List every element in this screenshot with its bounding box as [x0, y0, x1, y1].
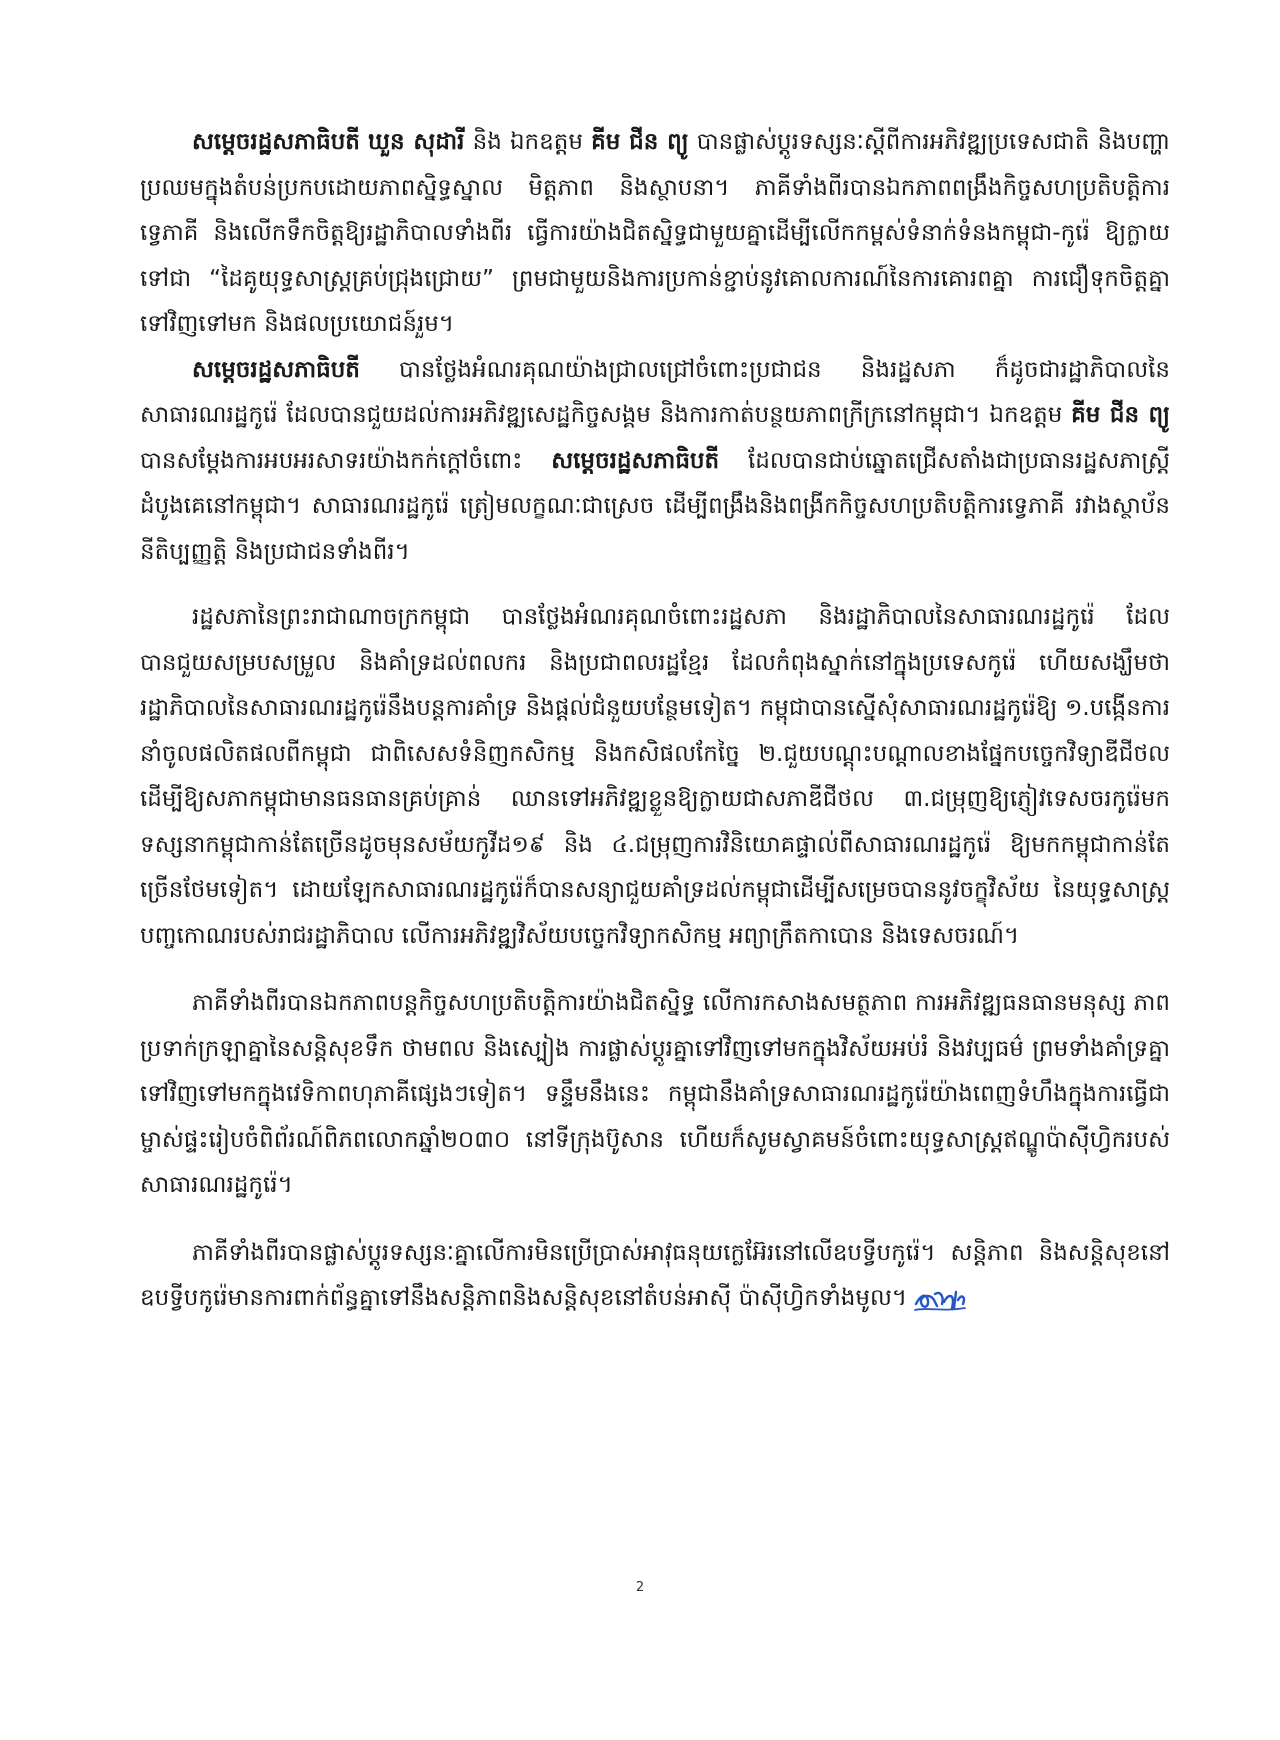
paragraph-5-text: ភាគីទាំងពីរបានផ្លាស់ប្តូរទស្សនៈគ្នាលើការមិនប្រើប្រាស់អាវុធនុយក្លេអ៊ែរនៅលើឧបទ្វីបកូរ៉េ។ សន្តិភាព និងសន្តិសុខនៅឧបទ្វីបកូរ៉េមានការពាក់ព័ន្ធគ្នាទៅនឹងសន្តិភាពនិងសន្តិសុខនៅតំបន់អាស៊ី ប៉ាស៊ីហ្វិកទាំងមូល។: [140, 1239, 1170, 1311]
paragraph-2-text-a: បានថ្លែងអំណរគុណយ៉ាងជ្រាលជ្រៅចំពោះប្រជាជន និងរដ្ឋសភា ក៏ដូចជារដ្ឋាភិបាលនៃសាធារណរដ្ឋកូរ៉េ ដែលបានជួយដល់ការអភិវឌ្ឍសេដ្ឋកិច្ចសង្គម និងការកាត់បន្ថយភាពក្រីក្រនៅកម្ពុជា។ ឯកឧត្តម: [140, 356, 1170, 428]
name-kim-jin-pyo: គីម ជីន ព្យូ: [1071, 402, 1170, 428]
paragraph-5: [140, 1231, 1170, 1322]
title-speaker: សម្តេចរដ្ឋសភាធិបតី: [192, 129, 360, 155]
paragraph-1: [140, 120, 1170, 348]
name-kim-jin-pyo: គីម ជីន ព្យូ: [591, 129, 689, 155]
title-speaker: សម្តេចរដ្ឋសភាធិបតី: [192, 356, 360, 383]
paragraph-2-text-b: បានសម្តែងការអបអរសាទរយ៉ាងកក់ក្តៅចំពោះ: [140, 447, 552, 474]
paragraph-4: ភាគីទាំងពីរបានឯកភាពបន្តកិច្ចសហប្រតិបត្តិការយ៉ាងជិតស្និទ្ធ លើការកសាងសមត្ថភាព ការអភិវឌ្ឍធនធានមនុស្ស ភាពប្រទាក់ក្រឡាគ្នានៃសន្តិសុខទឹក ថាមពល និងស្បៀង ការផ្លាស់ប្តូរគ្នាទៅវិញទៅមកក្នុងវិស័យអប់រំ និងវប្បធម៌ ព្រមទាំងគាំទ្រគ្នាទៅវិញទៅមកក្នុងវេទិកាពហុភាគីផ្សេងៗទៀត។ ទន្ទឹមនឹងនេះ កម្ពុជានឹងគាំទ្រសាធារណរដ្ឋកូរ៉េយ៉ាងពេញទំហឹងក្នុងការធ្វើជាម្ចាស់ផ្ទះរៀបចំពិព័រណ៍ពិភពលោកឆ្នាំ២០៣០ នៅទីក្រុងប៊ូសាន ហើយក៏សូមស្វាគមន៍ចំពោះយុទ្ធសាស្ត្រឥណ្ឌូប៉ាស៊ីហ្វិករបស់សាធារណរដ្ឋកូរ៉េ។: [140, 990, 1170, 1198]
paragraph-2-text-c: ដែលបានជាប់ឆ្នោតជ្រើសតាំងជាប្រធានរដ្ឋសភាស្ត្រីដំបូងគេនៅកម្ពុជា។ សាធារណរដ្ឋកូរ៉េ ត្រៀមលក្ខណៈជាស្រេច ដើម្បីពង្រឹងនិងពង្រីកកិច្ចសហប្រតិបត្តិការទ្វេភាគី រវាងស្ថាប័ននីតិប្បញ្ញត្តិ និងប្រជាជនទាំងពីរ។: [140, 447, 1170, 565]
initials-signature: [913, 1284, 969, 1314]
paragraph-1-joiner: និង ឯកឧត្តម: [464, 129, 592, 155]
page-number: 2: [635, 1580, 645, 1595]
paragraph-2: [140, 348, 1170, 576]
title-speaker: សម្តេចរដ្ឋសភាធិបតី: [551, 447, 720, 474]
document-body: [140, 120, 1170, 1322]
paragraph-3: រដ្ឋសភានៃព្រះរាជាណាចក្រកម្ពុជា បានថ្លែងអំណរគុណចំពោះរដ្ឋសភា និងរដ្ឋាភិបាលនៃសាធារណរដ្ឋកូរ៉េ ដែលបានជួយសម្របសម្រួល និងគាំទ្រដល់ពលករ និងប្រជាពលរដ្ឋខ្មែរ ដែលកំពុងស្នាក់នៅក្នុងប្រទេសកូរ៉េ ហើយសង្ឃឹមថា រដ្ឋាភិបាលនៃសាធារណរដ្ឋកូរ៉េនឹងបន្តការគាំទ្រ និងផ្តល់ជំនួយបន្ថែមទៀត។ កម្ពុជាបានស្នើសុំសាធារណរដ្ឋកូរ៉េឱ្យ ១.បង្កើនការនាំចូលផលិតផលពីកម្ពុជា ជាពិសេសទំនិញកសិកម្ម និងកសិផលកែច្នៃ ២.ជួយបណ្តុះបណ្តាលខាងផ្នែកបច្ចេកវិទ្យាឌីជីថល ដើម្បីឱ្យសភាកម្ពុជាមានធនធានគ្រប់គ្រាន់ ឈានទៅអភិវឌ្ឍខ្លួនឱ្យក្លាយជាសភាឌីជីថល ៣.ជម្រុញឱ្យភ្ញៀវទេសចរកូរ៉េមកទស្សនាកម្ពុជាកាន់តែច្រើនដូចមុនសម័យកូវីដ១៩ និង ៤.ជម្រុញការវិនិយោគផ្ទាល់ពីសាធារណរដ្ឋកូរ៉េ ឱ្យមកកម្ពុជាកាន់តែច្រើនថែមទៀត។ ដោយឡែកសាធារណរដ្ឋកូរ៉េក៏បានសន្យាជួយគាំទ្រដល់កម្ពុជាដើម្បីសម្រេចបាននូវចក្ខុវិស័យ នៃយុទ្ធសាស្ត្របញ្ចកោណរបស់រាជរដ្ឋាភិបាល លើការអភិវឌ្ឍវិស័យបច្ចេកវិទ្យាកសិកម្ម អព្យាក្រឹតកាបោន និងទេសចរណ៍។: [140, 604, 1170, 949]
paragraph-1-text: បានផ្លាស់ប្តូរទស្សនៈស្តីពីការអភិវឌ្ឍប្រទេសជាតិ និងបញ្ហាប្រឈមក្នុងតំបន់ប្រកបដោយភាពស្និទ្ធស្នាល មិត្តភាព និងស្ថាបនា។ ភាគីទាំងពីរបានឯកភាពពង្រឹងកិច្ចសហប្រតិបត្តិការទ្វេភាគី និងលើកទឹកចិត្តឱ្យរដ្ឋាភិបាលទាំងពីរ ធ្វើការយ៉ាងជិតស្និទ្ធជាមួយគ្នាដើម្បីលើកកម្ពស់ទំនាក់ទំនងកម្ពុជា-កូរ៉េ ឱ្យក្លាយទៅជា “ដៃគូយុទ្ធសាស្ត្រគ្រប់ជ្រុងជ្រោយ” ព្រមជាមួយនិងការប្រកាន់ខ្ជាប់នូវគោលការណ៍នៃការគោរពគ្នា ការជឿទុកចិត្តគ្នាទៅវិញទៅមក និងផលប្រយោជន៍រួម។: [140, 129, 1170, 337]
name-khuon-sodary: ឃួន សុដារី: [368, 129, 465, 155]
